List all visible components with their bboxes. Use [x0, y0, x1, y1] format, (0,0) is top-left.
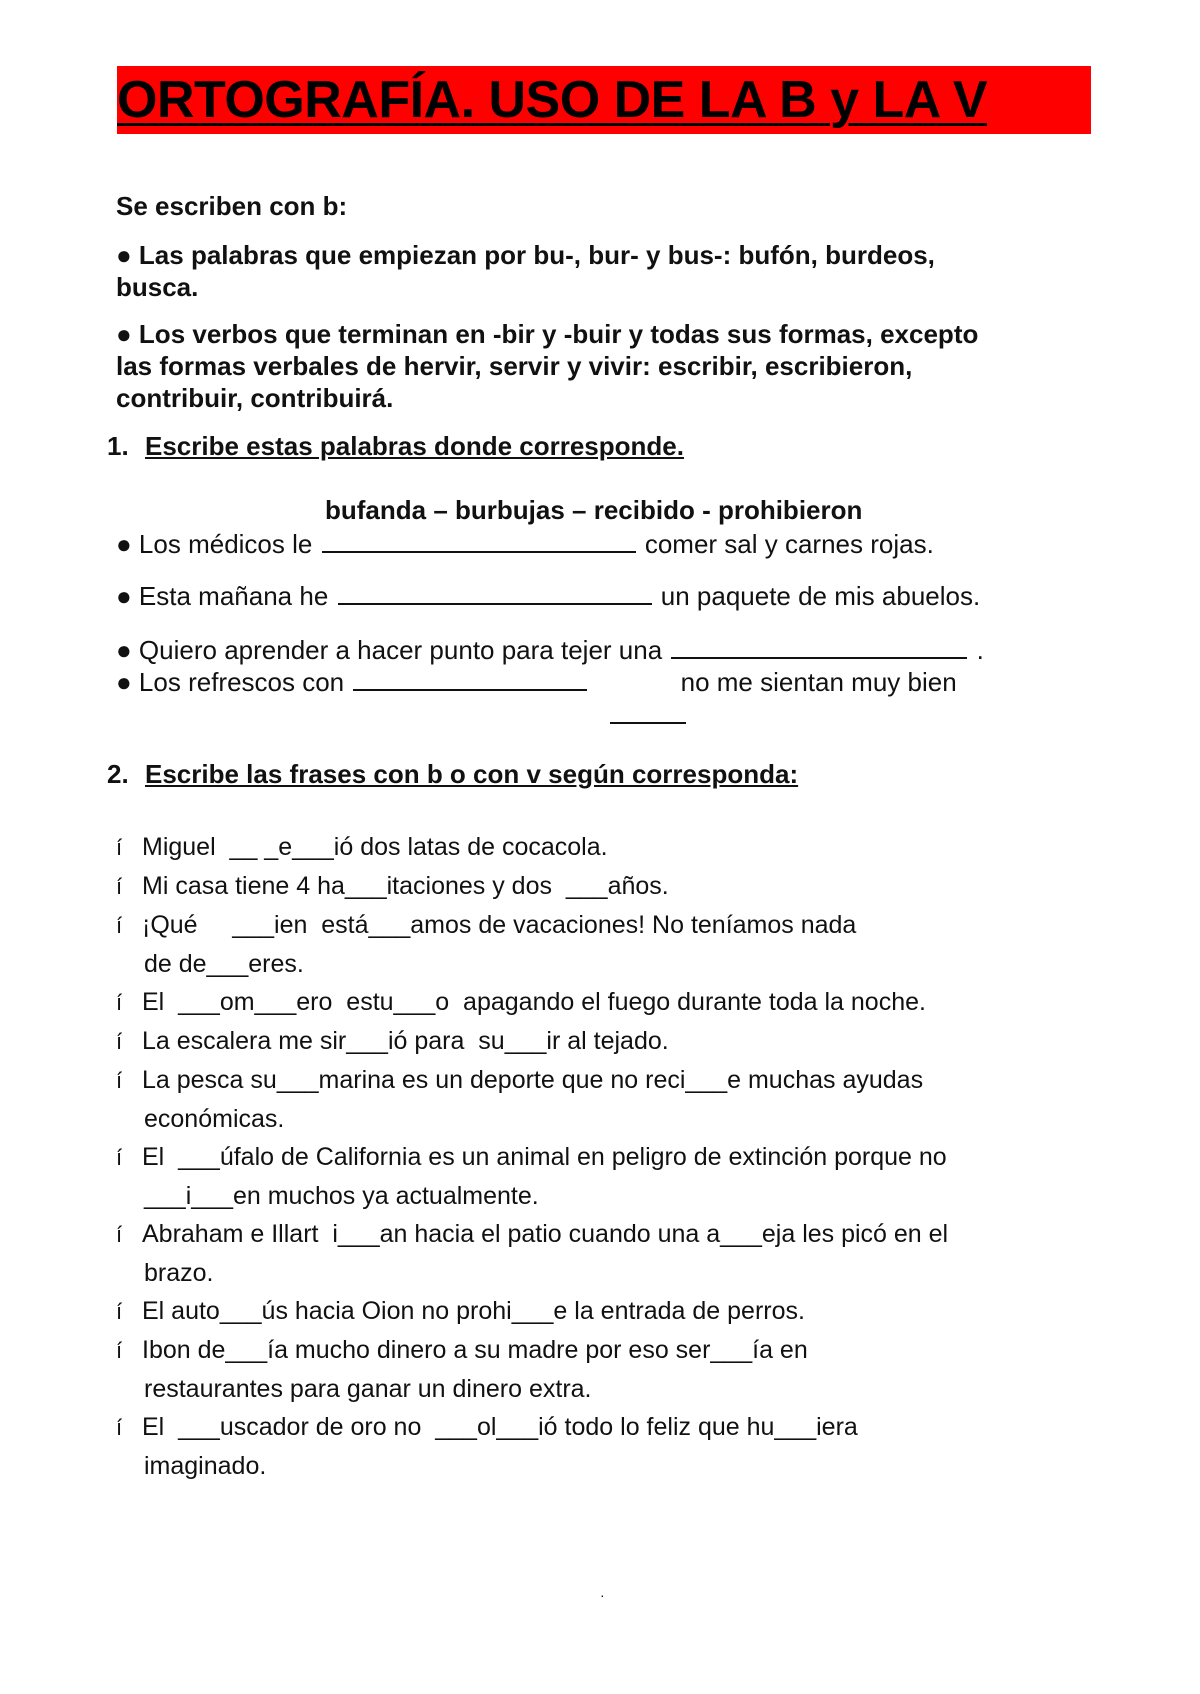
exercise1-item-2 [116, 580, 980, 612]
exercise2-item [116, 906, 1096, 983]
answer-blank[interactable] [353, 667, 587, 691]
rule-1: ● Las palabras que empiezan por bu-, bur- y bus-: bufón, burdeos, busca. [116, 240, 935, 302]
exercise2-item [116, 1022, 1096, 1061]
exercise2-list [116, 828, 1096, 1485]
answer-blank[interactable] [338, 581, 652, 605]
exercise2-item [116, 867, 1096, 906]
bullet-icon: í [116, 1338, 123, 1363]
item-line[interactable]: Mi casa tiene 4 ha___itaciones y dos ___años. [142, 872, 669, 900]
exercise1-item-4 [116, 666, 957, 698]
item-text: . [976, 635, 984, 665]
bullet-icon: í [116, 874, 123, 899]
bullet-icon: í [116, 1415, 123, 1440]
exercise1-number: 1. [107, 431, 129, 461]
page-title: ORTOGRAFÍA. USO DE LA B y LA V [117, 66, 1091, 134]
item-line[interactable]: El auto___ús hacia Oion no prohi___e la entrada de perros. [142, 1297, 805, 1325]
item-text: ● Quiero aprender a hacer punto para tejer una [116, 635, 663, 665]
item-line[interactable]: El ___om___ero estu___o apagando el fuego durante toda la noche. [142, 988, 926, 1016]
exercise2-heading: Escribe las frases con b o con v según corresponda: [145, 759, 799, 789]
item-text: ● Esta mañana he [116, 581, 329, 611]
item-line-cont[interactable]: ___i___en muchos ya actualmente. [144, 1182, 539, 1210]
bullet-icon: í [116, 990, 123, 1015]
item-line[interactable]: La pesca su___marina es un deporte que no reci___e muchas ayudas [142, 1066, 924, 1094]
exercise2-item [116, 1292, 1096, 1331]
item-text: comer sal y carnes rojas. [644, 529, 934, 559]
bullet-icon: í [116, 1299, 123, 1324]
exercise2-item [116, 1408, 1096, 1485]
rule-2: ● Los verbos que terminan en -bir y -buir y todas sus formas, excepto las formas verbales de hervir, servir y vivir: escribir, escribieron, contribuir, contribuirá. [116, 319, 979, 413]
exercise2-item [116, 983, 1096, 1022]
item-line[interactable]: Abraham e Illart i___an hacia el patio cuando una a___eja les picó en el [142, 1220, 949, 1248]
item-line-cont[interactable]: económicas. [144, 1105, 285, 1133]
item-line-cont[interactable]: imaginado. [144, 1452, 267, 1480]
item-line[interactable]: El ___úfalo de California es un animal en peligro de extinción porque no [142, 1143, 947, 1171]
bullet-icon: í [116, 1068, 123, 1093]
exercise2-item [116, 828, 1096, 867]
bullet-icon: í [116, 913, 123, 938]
answer-blank-continuation[interactable] [610, 722, 686, 724]
item-line[interactable]: El ___uscador de oro no ___ol___ió todo lo feliz que hu___iera [142, 1413, 858, 1441]
exercise1-heading: Escribe estas palabras donde corresponde. [145, 431, 684, 461]
item-text: ● Los refrescos con [116, 667, 345, 697]
bullet-icon: í [116, 835, 123, 860]
item-line[interactable]: La escalera me sir___ió para su___ir al tejado. [142, 1027, 669, 1055]
bullet-icon: í [116, 1029, 123, 1054]
exercise1-item-3 [116, 634, 984, 666]
bullet-icon: í [116, 1222, 123, 1247]
answer-blank[interactable] [322, 529, 636, 553]
item-line-cont[interactable]: de de___eres. [144, 950, 304, 978]
item-line-cont[interactable]: restaurantes para ganar un dinero extra. [144, 1375, 592, 1403]
word-bank: bufanda – burbujas – recibido - prohibieron [325, 495, 863, 525]
item-text: no me sientan muy bien [680, 667, 957, 697]
exercise2-number: 2. [107, 759, 129, 789]
item-text: un paquete de mis abuelos. [660, 581, 981, 611]
exercise2-item [116, 1215, 1096, 1292]
footer-mark: · [600, 1587, 605, 1603]
exercise2-item [116, 1138, 1096, 1215]
rules-heading: Se escriben con b: [116, 191, 348, 221]
exercise2-item [116, 1331, 1096, 1408]
item-line-cont[interactable]: brazo. [144, 1259, 214, 1287]
item-line[interactable]: Ibon de___ía mucho dinero a su madre por eso ser___ía en [142, 1336, 808, 1364]
exercise1-item-1 [116, 528, 934, 560]
answer-blank[interactable] [671, 635, 967, 659]
bullet-icon: í [116, 1145, 123, 1170]
item-line[interactable]: ¡Qué ___ien está___amos de vacaciones! No teníamos nada [142, 911, 857, 939]
item-line[interactable]: Miguel __ _e___ió dos latas de cocacola. [142, 833, 608, 861]
item-text: ● Los médicos le [116, 529, 313, 559]
exercise2-item [116, 1061, 1096, 1138]
